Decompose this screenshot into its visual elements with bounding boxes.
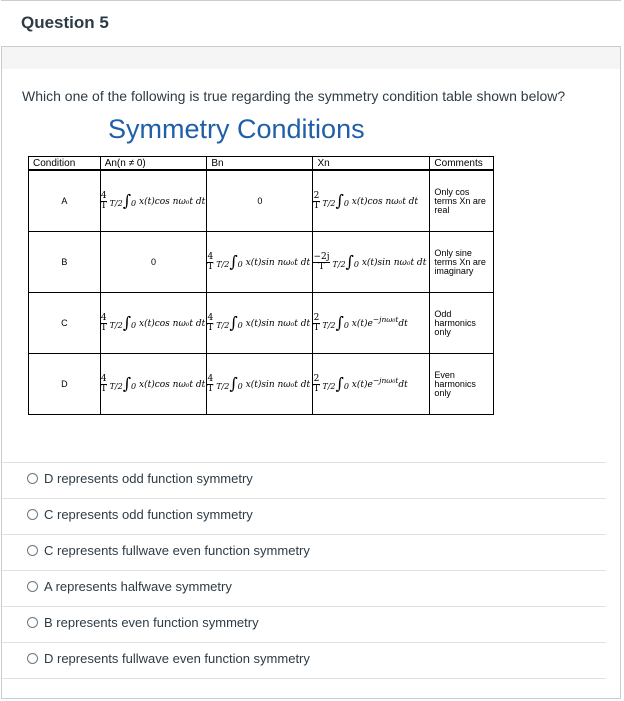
header-xn: Xn	[313, 157, 430, 171]
row-condition: D	[29, 354, 101, 415]
row-bn-value: 0	[207, 170, 313, 232]
answer-option-6[interactable]	[27, 651, 310, 666]
radio-button[interactable]	[27, 545, 38, 556]
option-label: C represents fullwave even function symmetry	[44, 543, 310, 558]
table-header-row	[29, 157, 494, 171]
radio-button[interactable]	[27, 509, 38, 520]
divider	[2, 462, 606, 463]
row-comment: Only cos terms Xn are real	[430, 170, 494, 232]
row-xn-formula: $\frac{-2j}{T}$ T/2∫0 x(t)sin nω₀t dt	[313, 232, 430, 293]
header-an: An(n ≠ 0)	[100, 157, 207, 171]
answer-option-4[interactable]	[27, 579, 232, 594]
row-an-formula: $\frac{4}{T}$ T/2∫0 x(t)cos nω₀t dt	[100, 293, 207, 354]
option-label: D represents fullwave even function symmetry	[44, 651, 310, 666]
table-row	[29, 232, 494, 293]
header-comments: Comments	[430, 157, 494, 171]
question-header	[1, 1, 621, 47]
divider	[2, 606, 606, 607]
symmetry-table	[28, 156, 494, 415]
divider	[2, 534, 606, 535]
divider	[2, 498, 606, 499]
row-bn-formula: $\frac{4}{T}$ T/2∫0 x(t)sin nω₀t dt	[207, 354, 313, 415]
divider	[2, 570, 606, 571]
answer-option-1[interactable]	[27, 471, 253, 486]
header-band	[2, 47, 620, 69]
row-bn-formula: $\frac{4}{T}$ T/2∫0 x(t)sin nω₀t dt	[207, 232, 313, 293]
header-condition: Condition	[29, 157, 101, 171]
answer-option-5[interactable]	[27, 615, 259, 630]
divider	[2, 642, 606, 643]
radio-button[interactable]	[27, 617, 38, 628]
table-row	[29, 354, 494, 415]
row-an-value: 0	[100, 232, 207, 293]
row-comment: Even harmonics only	[430, 354, 494, 415]
figure-title: Symmetry Conditions	[108, 114, 365, 144]
radio-button[interactable]	[27, 473, 38, 484]
row-xn-formula: $\frac{2}{T}$ T/2∫0 $x(t)e^{-jn\omega_0t}dt$	[313, 354, 430, 415]
answer-option-3[interactable]	[27, 543, 310, 558]
row-condition: C	[29, 293, 101, 354]
option-label: B represents even function symmetry	[44, 615, 259, 630]
answer-option-2[interactable]	[27, 507, 253, 522]
header-bn: Bn	[207, 157, 313, 171]
question-text: Which one of the following is true regarding the symmetry condition table shown below?	[22, 88, 566, 104]
option-label: A represents halfwave symmetry	[44, 579, 232, 594]
row-condition: A	[29, 170, 101, 232]
row-an-formula: $\frac{4}{T}$ T/2∫0 x(t)cos nω₀t dt	[100, 170, 207, 232]
row-comment: Only sine terms Xn are imaginary	[430, 232, 494, 293]
row-xn-formula: $\frac{2}{T}$ T/2∫0 $x(t)e^{-jn\omega_0t}dt$	[313, 293, 430, 354]
question-title: Question 5	[21, 13, 109, 32]
row-condition: B	[29, 232, 101, 293]
row-bn-formula: $\frac{4}{T}$ T/2∫0 x(t)sin nω₀t dt	[207, 293, 313, 354]
divider	[2, 678, 606, 679]
option-label: D represents odd function symmetry	[44, 471, 253, 486]
row-xn-formula: $\frac{2}{T}$ T/2∫0 x(t)cos nω₀t dt	[313, 170, 430, 232]
radio-button[interactable]	[27, 581, 38, 592]
table-row	[29, 170, 494, 232]
table-row	[29, 293, 494, 354]
symmetry-figure	[28, 112, 494, 444]
option-label: C represents odd function symmetry	[44, 507, 253, 522]
row-comment: Odd harmonics only	[430, 293, 494, 354]
radio-button[interactable]	[27, 653, 38, 664]
row-an-formula: $\frac{4}{T}$ T/2∫0 x(t)cos nω₀t dt	[100, 354, 207, 415]
